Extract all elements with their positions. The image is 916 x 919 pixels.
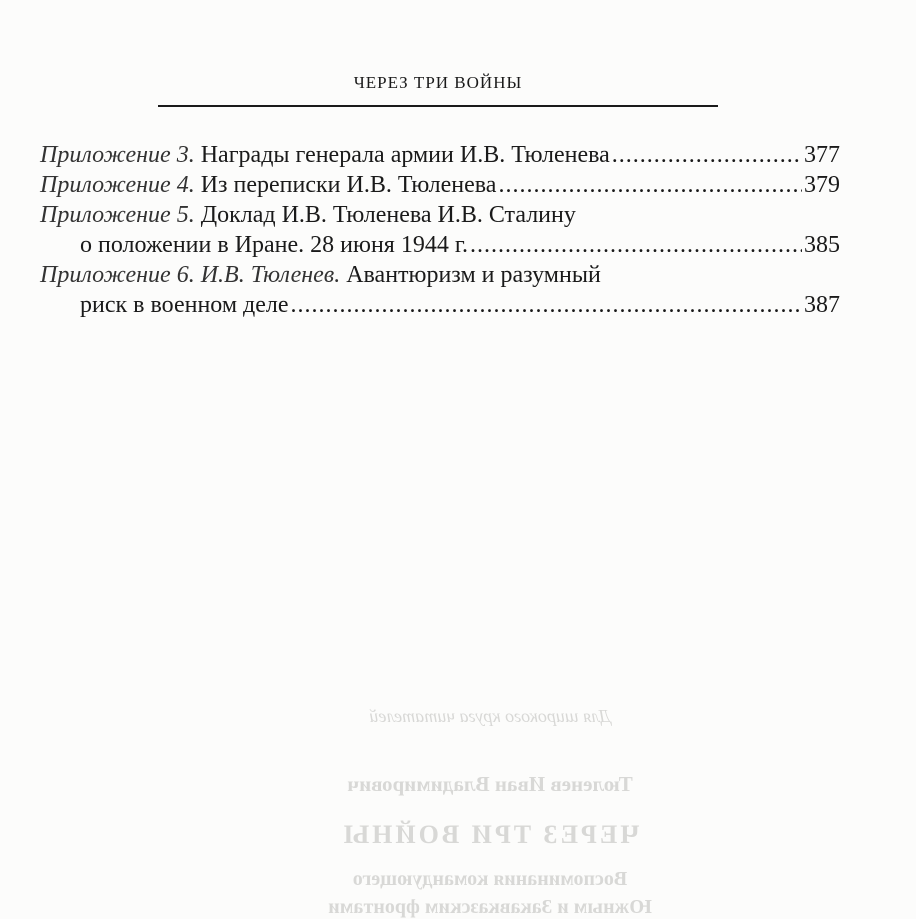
- show-through-line: ЧЕРЕЗ ТРИ ВОЙНЫ: [340, 820, 640, 849]
- toc-entry-appendix-3[interactable]: [40, 140, 840, 170]
- toc-entry-title-continued: о положении в Иране. 28 июня 1944 г.: [80, 232, 468, 258]
- toc-entry-page: 377: [804, 142, 840, 168]
- toc-entry-page: 379: [804, 172, 840, 198]
- toc-entry-label: Приложение 6. И.В. Тюленев.: [40, 262, 341, 288]
- toc-entry-label: Приложение 5.: [40, 202, 195, 228]
- toc-entry-label: Приложение 4.: [40, 172, 195, 198]
- toc-entry-page: 387: [804, 292, 840, 318]
- toc-entry-title: Доклад И.В. Тюленева И.В. Сталину: [200, 202, 576, 228]
- toc-entry-title: Награды генерала армии И.В. Тюленева: [200, 142, 610, 168]
- toc-entry-label: Приложение 3.: [40, 142, 195, 168]
- show-through-line: Воспоминания командующего: [352, 868, 628, 890]
- show-through-line: Южным и Закавказским фронтами: [328, 896, 652, 918]
- show-through-line: Тюленев Иван Владимирович: [347, 772, 633, 796]
- toc-leader-dots: [470, 230, 802, 260]
- toc-entry-appendix-5[interactable]: [40, 200, 840, 260]
- show-through-line: Для широкого круга читателей: [369, 706, 611, 726]
- toc-entry-title: Авантюризм и разумный: [346, 262, 601, 288]
- toc-entry-appendix-4[interactable]: [40, 170, 840, 200]
- toc-leader-dots: [498, 170, 802, 200]
- toc-entry-page: 385: [804, 232, 840, 258]
- toc-leader-dots: [612, 140, 802, 170]
- toc-entry-appendix-6[interactable]: [40, 260, 840, 320]
- table-of-contents: [40, 140, 840, 320]
- header-rule: [158, 105, 718, 107]
- toc-entry-title-continued: риск в военном деле: [80, 292, 289, 318]
- toc-entry-title: Из переписки И.В. Тюленева: [200, 172, 497, 198]
- running-head: ЧЕРЕЗ ТРИ ВОЙНЫ: [353, 73, 523, 92]
- toc-leader-dots: [291, 290, 802, 320]
